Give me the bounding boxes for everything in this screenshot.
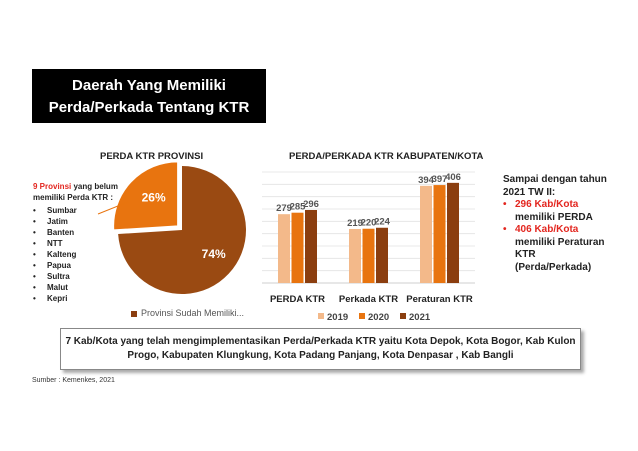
list-item: • Papua: [33, 260, 118, 271]
list-item: • Banten: [33, 227, 118, 238]
summary-note: [503, 174, 613, 274]
data-label-2021-1: 224: [374, 216, 390, 228]
bar-2021-1: [376, 228, 388, 283]
category-label: Peraturan KTR: [406, 294, 473, 305]
bar-2020-2: [434, 185, 446, 283]
summary-item-perda-text: memiliki PERDA: [515, 211, 593, 223]
legend-swatch: [131, 311, 137, 317]
bar-2020-0: [292, 213, 304, 283]
summary-item-perda: [503, 199, 613, 224]
data-label-2020-1: 220: [360, 217, 377, 229]
summary-item-peraturan: [503, 224, 613, 274]
bar-chart-title: PERDA/PERKADA KTR KABUPATEN/KOTA: [289, 151, 484, 162]
list-item: • Malut: [33, 282, 118, 293]
summary-item-peraturan-text: memiliki Peraturan KTR (Perda/Perkada): [515, 236, 605, 273]
data-label-2021-2: 406: [445, 171, 461, 183]
list-item: • Sultra: [33, 271, 118, 282]
provinces-without-perda-note: [33, 181, 118, 304]
bar-2021-2: [447, 183, 459, 283]
legend-swatch-2021: [400, 313, 406, 319]
lead-count: 9 Provinsi: [33, 182, 72, 191]
pie-chart-title: PERDA KTR PROVINSI: [100, 151, 204, 162]
legend-swatch-2019: [318, 313, 324, 319]
implementation-note: 7 Kab/Kota yang telah mengimplementasikan Perda/Perkada KTR yaitu Kota Depok, Kota Bogor, Kab Kulon Progo, Kabupaten Klungkung, Kota Padang Panjang, Kota Denpasar , Kab Bangli: [60, 328, 581, 370]
bar-2019-0: [278, 214, 290, 283]
legend-label-2019: 2019: [327, 312, 349, 323]
pie-label-74: 74%: [201, 247, 226, 262]
list-item: • Sumbar: [33, 205, 118, 216]
category-label: PERDA KTR: [269, 294, 326, 305]
pie-label-26: 26%: [141, 190, 166, 205]
lead-text: yang belum memiliki Perda KTR :: [33, 182, 118, 202]
bar-2019-2: [420, 186, 432, 283]
title-line-2: Perda/Perkada Tentang KTR: [48, 99, 250, 116]
source-note: Sumber : Kemenkes, 2021: [32, 377, 115, 384]
data-label-2019-0: 279: [276, 203, 292, 215]
summary-item-perda-count: 296 Kab/Kota: [515, 199, 579, 210]
pie-legend: [131, 308, 244, 318]
list-item: • Kalteng: [33, 249, 118, 260]
data-label-2020-0: 285: [289, 201, 306, 213]
data-label-2019-1: 219: [347, 217, 363, 229]
province-list: [33, 205, 118, 304]
legend-label-2020: 2020: [368, 312, 390, 323]
title-line-1: Daerah Yang Memiliki: [72, 77, 226, 94]
bar-2020-1: [363, 229, 375, 283]
list-item: • NTT: [33, 238, 118, 249]
summary-item-peraturan-count: 406 Kab/Kota: [515, 224, 579, 235]
data-label-2021-0: 296: [303, 198, 319, 210]
legend-swatch-2020: [359, 313, 365, 319]
legend-label-2021: 2021: [409, 312, 431, 323]
bar-2021-0: [305, 210, 317, 283]
list-item: • Jatim: [33, 216, 118, 227]
summary-list: [503, 199, 613, 274]
bar-2019-1: [349, 229, 361, 283]
data-label-2020-2: 397: [431, 174, 448, 186]
summary-intro: Sampai dengan tahun 2021 TW II:: [503, 174, 607, 198]
list-item: • Kepri: [33, 293, 118, 304]
pie-legend-label: Provinsi Sudah Memiliki...: [141, 308, 245, 318]
data-label-2019-2: 394: [418, 174, 434, 186]
category-label: Perkada KTR: [338, 294, 399, 305]
